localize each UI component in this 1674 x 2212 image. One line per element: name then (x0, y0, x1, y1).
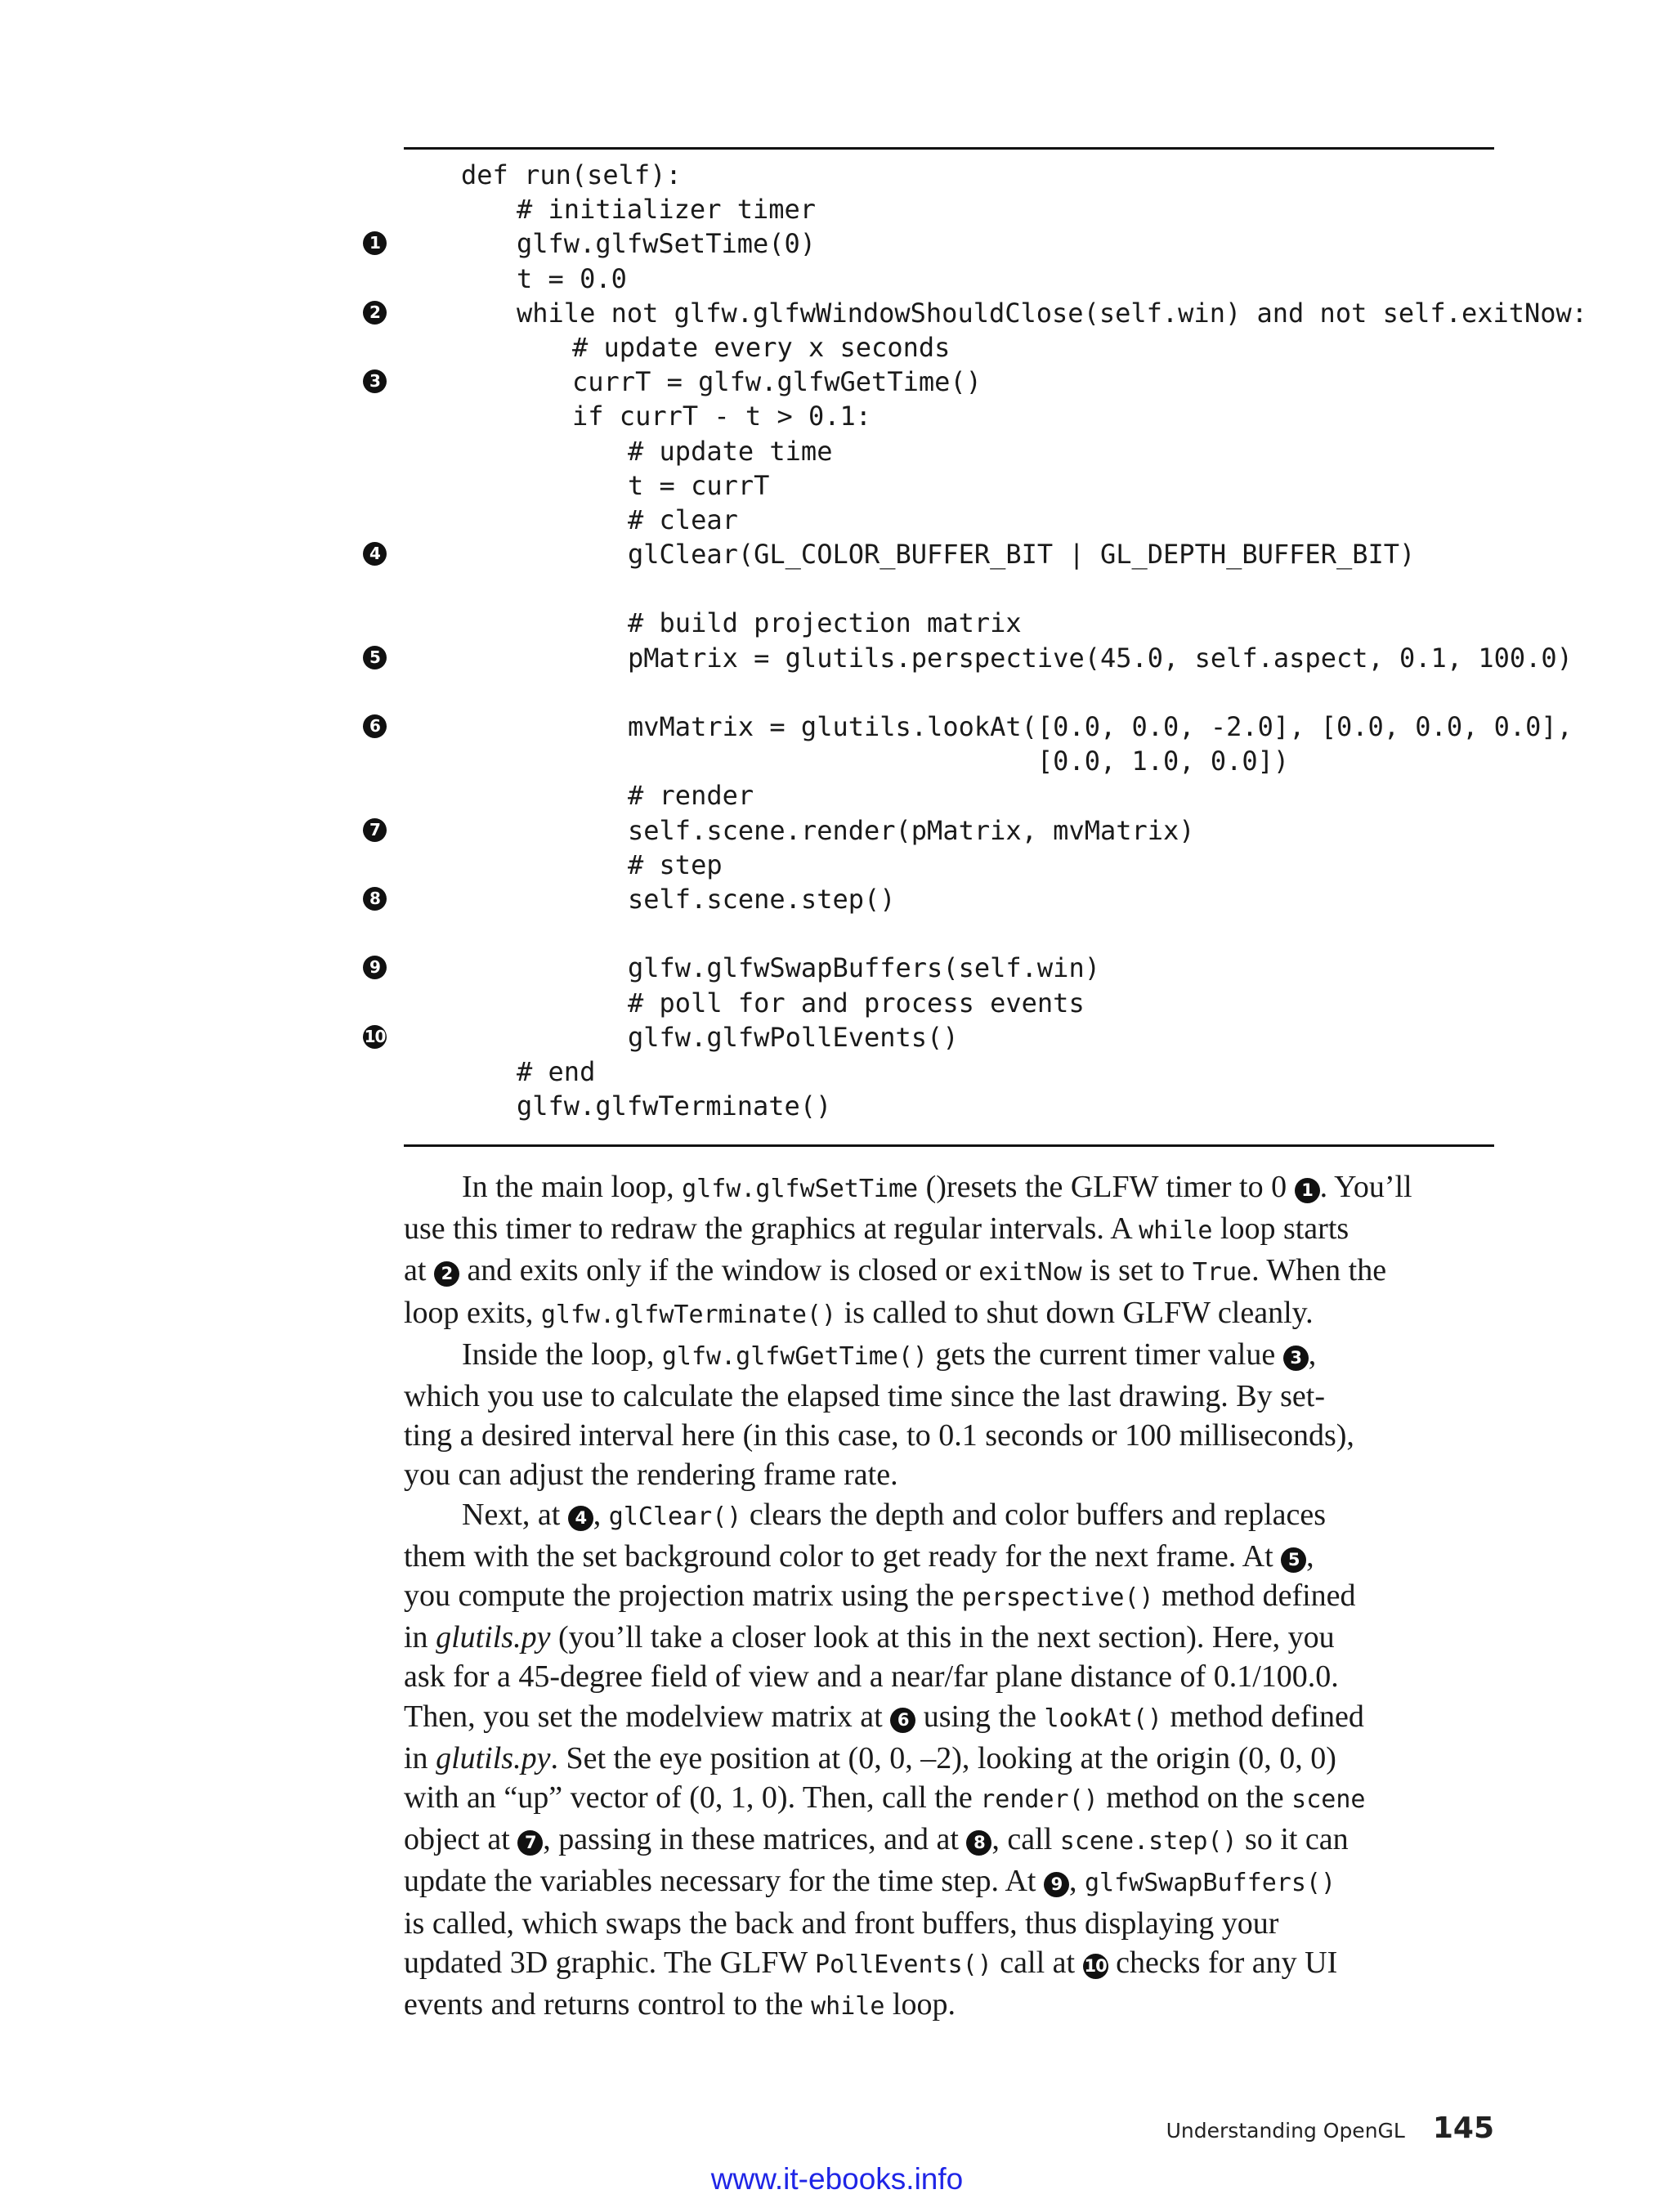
text-line (404, 1537, 1494, 1576)
callout-marker: 7 (363, 818, 387, 842)
running-head: Understanding OpenGL (1166, 2119, 1405, 2143)
code-line (369, 365, 1494, 399)
text-line (404, 1167, 1494, 1209)
text-run: loop starts (1212, 1211, 1349, 1247)
text-run: , (1306, 1538, 1314, 1574)
text-run: . When the (1251, 1253, 1387, 1288)
text-run: you can adjust the rendering frame rate. (404, 1458, 898, 1493)
code-text: mvMatrix = glutils.lookAt([0.0, 0.0, -2.0], [0.0, 0.0, 0.0], (628, 711, 1573, 742)
text-run: using the (915, 1699, 1045, 1734)
inline-code: scene.step() (1059, 1827, 1238, 1856)
paragraph (404, 1167, 1494, 1335)
code-text: glfw.glfwTerminate() (517, 1090, 832, 1122)
code-text: while not glfw.glfwWindowShouldClose(self.win) and not self.exitNow: (517, 297, 1588, 329)
code-line (404, 986, 1494, 1020)
callout-marker: 9 (363, 956, 387, 979)
page-footer (1166, 2111, 1494, 2145)
code-line (404, 192, 1494, 226)
text-run: with an “up” vector of (0, 1, 0). Then, call the (404, 1780, 981, 1816)
text-run: ask for a 45-degree field of view and a near/far plane distance of 0.1/100.0. (404, 1659, 1339, 1695)
callout-marker: 2 (363, 301, 387, 325)
text-line (404, 1293, 1494, 1335)
code-line (369, 226, 1494, 261)
callout-marker: 10 (363, 1025, 387, 1049)
callout-marker: 6 (363, 714, 387, 738)
code-line (404, 434, 1494, 468)
paragraph (404, 1495, 1494, 2027)
text-run: Inside the loop, (462, 1337, 662, 1372)
code-line (404, 1089, 1494, 1123)
code-line (369, 951, 1494, 985)
text-run: ()resets the GLFW timer to 0 (918, 1170, 1295, 1204)
code-line (404, 848, 1494, 882)
code-text: # render (628, 780, 754, 812)
text-line (404, 1778, 1494, 1820)
code-text (404, 677, 461, 708)
text-run: , call (991, 1822, 1060, 1857)
text-run: , passing in these matrices, and at (543, 1822, 967, 1857)
callout-marker: 1 (1295, 1178, 1320, 1203)
text-run: , (1308, 1337, 1317, 1372)
text-run: loop exits, (404, 1295, 541, 1330)
code-line (369, 813, 1494, 848)
code-text: self.scene.step() (628, 883, 896, 915)
text-line (404, 1251, 1494, 1292)
code-text: t = currT (628, 469, 770, 501)
code-text: # step (628, 849, 723, 880)
code-text: glfw.glfwPollEvents() (628, 1021, 959, 1053)
inline-code: PollEvents() (815, 1950, 992, 1979)
code-bottom-rule (404, 1144, 1494, 1147)
inline-code: render() (980, 1785, 1099, 1815)
text-line (404, 1739, 1494, 1778)
callout-marker: 6 (890, 1708, 915, 1733)
code-text: glfw.glfwSwapBuffers(self.win) (628, 952, 1100, 984)
text-run: update the variables necessary for the time step. At (404, 1864, 1044, 1899)
body-text (404, 1167, 1494, 2026)
text-run: use this timer to redraw the graphics at regular intervals. A (404, 1211, 1139, 1247)
code-line (404, 262, 1494, 296)
code-line (369, 296, 1588, 330)
text-line (404, 1576, 1494, 1618)
code-text: self.scene.render(pMatrix, mvMatrix) (628, 814, 1195, 846)
code-line (404, 744, 1494, 778)
text-run: Then, you set the modelview matrix at (404, 1699, 891, 1734)
callout-marker: 3 (1283, 1346, 1309, 1371)
text-run: and exits only if the window is closed or (459, 1253, 979, 1288)
text-run: method on the (1098, 1780, 1292, 1816)
code-text: glfw.glfwSetTime(0) (517, 228, 817, 260)
callout-marker: 9 (1044, 1872, 1069, 1897)
text-run: , (1068, 1864, 1085, 1899)
code-text: # build projection matrix (628, 607, 1022, 639)
text-run: is called to shut down GLFW cleanly. (836, 1295, 1314, 1330)
italic-text: glutils.py (436, 1740, 551, 1775)
code-line (404, 158, 1494, 192)
code-text: # initializer timer (517, 194, 817, 226)
code-listing (364, 158, 1588, 1123)
text-run: . You’ll (1319, 1170, 1412, 1204)
text-line (404, 1820, 1494, 1861)
code-line (404, 503, 1494, 537)
callout-marker: 4 (568, 1506, 593, 1531)
code-text: pMatrix = glutils.perspective(45.0, self.aspect, 0.1, 100.0) (628, 642, 1573, 674)
text-run: you compute the projection matrix using the (404, 1578, 962, 1614)
code-line (404, 916, 1494, 951)
inline-code: while (811, 1992, 885, 2022)
callout-marker: 7 (517, 1830, 543, 1856)
code-text: [0.0, 1.0, 0.0]) (628, 746, 1290, 777)
callout-marker: 10 (1083, 1954, 1108, 1979)
text-line (404, 1495, 1494, 1537)
inline-code: True (1192, 1258, 1252, 1287)
text-line (404, 1657, 1494, 1696)
code-line (404, 399, 1494, 433)
text-run: clears the depth and color buffers and replaces (741, 1497, 1327, 1532)
callout-marker: 5 (1281, 1547, 1306, 1573)
code-text: def run(self): (461, 159, 682, 190)
inline-code: scene (1291, 1785, 1366, 1815)
text-run: so it can (1237, 1822, 1349, 1857)
code-line (369, 710, 1573, 744)
text-run: in (404, 1740, 436, 1775)
code-line (369, 641, 1573, 675)
code-line (404, 606, 1494, 640)
text-run: ting a desired interval here (in this case, to 0.1 seconds or 100 milliseconds), (404, 1418, 1354, 1453)
code-top-rule (404, 147, 1494, 150)
watermark-link[interactable]: www.it-ebooks.info (710, 2162, 964, 2196)
text-run: In the main loop, (462, 1170, 683, 1204)
code-text: t = 0.0 (517, 262, 627, 294)
code-line (404, 778, 1494, 813)
code-text (404, 573, 461, 604)
code-line (404, 1055, 1494, 1089)
code-text: # clear (628, 504, 738, 535)
inline-code: exitNow (978, 1258, 1082, 1287)
text-run: loop. (884, 1987, 956, 2022)
code-line (404, 468, 1494, 503)
text-run: is called, which swaps the back and front buffers, thus displaying your (404, 1905, 1279, 1941)
code-text: currT = glfw.glfwGetTime() (572, 366, 982, 398)
text-run: method defined (1162, 1699, 1364, 1734)
inline-code: perspective() (961, 1583, 1154, 1613)
text-run: which you use to calculate the elapsed time since the last drawing. By set- (404, 1379, 1325, 1414)
text-run: Next, at (462, 1497, 568, 1532)
text-line (404, 1697, 1494, 1739)
code-text: if currT - t > 0.1: (572, 401, 872, 432)
inline-code: glfw.glfwTerminate() (540, 1300, 837, 1329)
text-run: is set to (1081, 1253, 1193, 1288)
text-line (404, 1335, 1494, 1377)
text-line (404, 1416, 1494, 1455)
callout-marker: 5 (363, 646, 387, 669)
text-run: object at (404, 1822, 518, 1857)
callout-marker: 3 (363, 369, 387, 393)
inline-code: glfw.glfwGetTime() (661, 1341, 928, 1371)
callout-marker: 8 (966, 1830, 991, 1856)
text-run: in (404, 1620, 436, 1655)
text-run: checks for any UI (1108, 1945, 1338, 1980)
code-text (404, 918, 461, 949)
text-run: . Set the eye position at (0, 0, –2), looking at the origin (0, 0, 0) (550, 1740, 1336, 1775)
text-run: gets the current timer value (927, 1337, 1283, 1372)
code-text: # update every x seconds (572, 331, 951, 363)
inline-code: while (1139, 1216, 1213, 1246)
code-line (369, 537, 1494, 571)
inline-code: lookAt() (1044, 1704, 1162, 1733)
text-line (404, 1943, 1494, 1985)
text-line (404, 1985, 1494, 2026)
code-line (404, 675, 1494, 710)
text-line (404, 1904, 1494, 1943)
inline-code: glfwSwapBuffers() (1084, 1869, 1336, 1898)
text-run: method defined (1153, 1578, 1356, 1614)
callout-marker: 1 (363, 231, 387, 255)
text-line (404, 1209, 1494, 1251)
text-run: them with the set background color to get ready for the next frame. At (404, 1538, 1282, 1574)
callout-marker: 8 (363, 887, 387, 911)
code-line (364, 1020, 1494, 1055)
code-text: # end (517, 1055, 596, 1087)
text-run: (you’ll take a closer look at this in the next section). Here, you (550, 1620, 1335, 1655)
inline-code: glfw.glfwSetTime (682, 1175, 919, 1203)
text-line (404, 1618, 1494, 1657)
text-run: events and returns control to the (404, 1987, 812, 2022)
code-line (404, 571, 1494, 606)
text-line (404, 1455, 1494, 1494)
code-text: glClear(GL_COLOR_BUFFER_BIT | GL_DEPTH_BUFFER_BIT) (628, 539, 1416, 571)
code-line (404, 330, 1494, 365)
callout-marker: 4 (363, 542, 387, 566)
paragraph (404, 1335, 1494, 1495)
text-run: at (404, 1253, 434, 1288)
code-line (369, 882, 1494, 916)
text-line (404, 1861, 1494, 1903)
page-number: 145 (1432, 2111, 1494, 2145)
italic-text: glutils.py (436, 1620, 551, 1655)
text-run: , (593, 1497, 609, 1532)
inline-code: glClear() (608, 1502, 742, 1531)
text-line (404, 1377, 1494, 1416)
text-run: updated 3D graphic. The GLFW (404, 1945, 816, 1980)
callout-marker: 2 (434, 1261, 459, 1287)
code-text: # update time (628, 435, 833, 467)
text-run: call at (991, 1945, 1083, 1980)
code-text: # poll for and process events (628, 987, 1085, 1019)
